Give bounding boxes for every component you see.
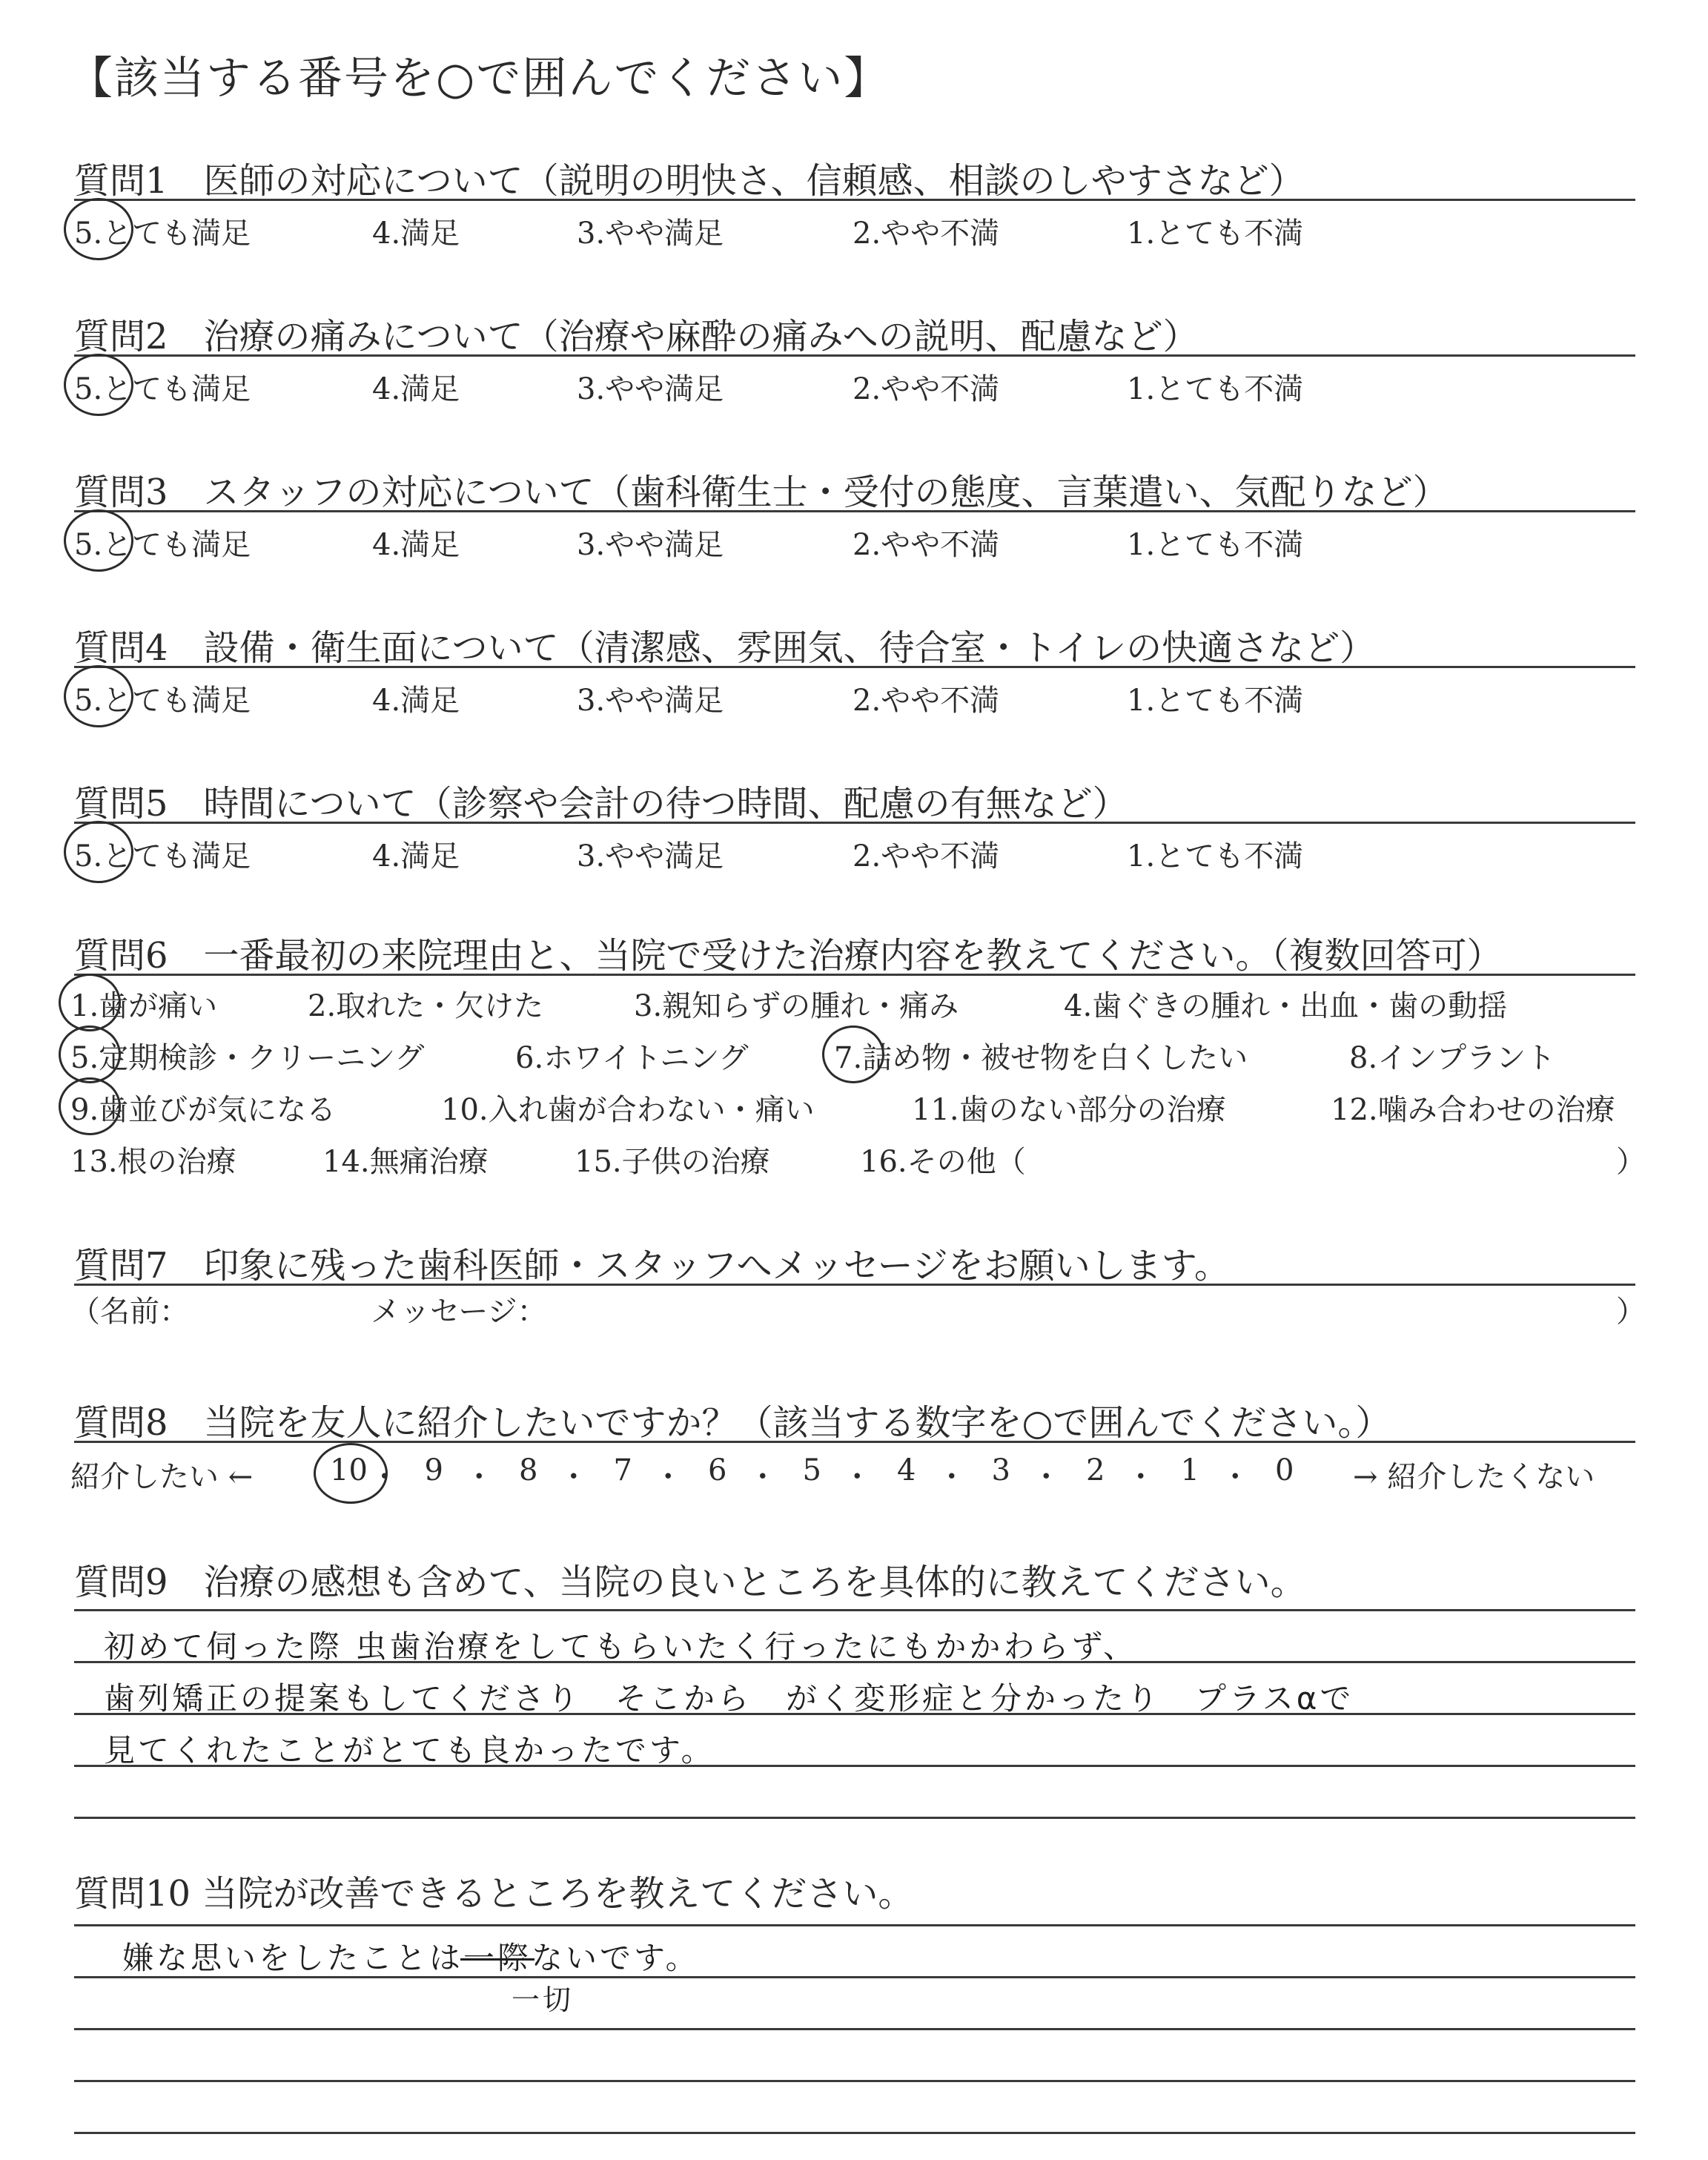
- q6-selection-circle-9: [59, 1077, 121, 1135]
- q9-answer-line-3: 見てくれたことがとても良かったです。: [104, 1732, 715, 1768]
- q8-scale-2[interactable]: 2: [1086, 1453, 1105, 1487]
- q6-row-2: [70, 1034, 1635, 1079]
- q8-scale-4[interactable]: 4: [897, 1453, 916, 1487]
- q3-option-1[interactable]: 1.とても不満: [1127, 528, 1304, 562]
- q2-option-1[interactable]: 1.とても不満: [1127, 372, 1304, 406]
- q1-title: 質問1 医師の対応について（説明の明快さ、信頼感、相談のしやすさなど）: [74, 160, 1305, 202]
- q4-option-4[interactable]: 4.満足: [372, 684, 460, 718]
- q10-struck-word: 一際: [463, 1940, 532, 1976]
- q3-option-4[interactable]: 4.満足: [372, 528, 460, 562]
- q4-option-5[interactable]: 5.とても満足: [74, 684, 251, 718]
- q3-title: 質問3 スタッフの対応について（歯科衛生士・受付の態度、言葉遣い、気配りなど）: [74, 472, 1449, 513]
- q6-title: 質問6 一番最初の来院理由と、当院で受けた治療内容を教えてください。（複数回答可）: [74, 935, 1503, 977]
- q1-option-4[interactable]: 4.満足: [372, 217, 460, 251]
- q6-option-13[interactable]: 13.根の治療: [70, 1145, 236, 1179]
- q6-option-14[interactable]: 14.無痛治療: [322, 1145, 489, 1179]
- q2-option-3[interactable]: 3.やや満足: [577, 372, 724, 406]
- q8-scale-row: [70, 1453, 1635, 1498]
- q8-left-label: 紹介したい ←: [70, 1460, 254, 1494]
- q10-answer-before: 嫌な思いをしたことは: [122, 1940, 464, 1976]
- q2-option-2[interactable]: 2.やや不満: [853, 372, 1000, 406]
- q8-scale-8[interactable]: 8: [519, 1453, 538, 1487]
- q8-separator: ・: [464, 1460, 494, 1494]
- q7-rule: [74, 1284, 1635, 1286]
- q6-selection-circle-7: [822, 1025, 884, 1083]
- q5-option-5[interactable]: 5.とても満足: [74, 839, 251, 873]
- q4-option-3[interactable]: 3.やや満足: [577, 684, 724, 718]
- q2-selection-circle: [64, 354, 133, 416]
- q8-scale-0[interactable]: 0: [1275, 1453, 1294, 1487]
- q3-option-3[interactable]: 3.やや満足: [577, 528, 724, 562]
- q8-separator: ・: [1220, 1460, 1251, 1494]
- q6-option-3[interactable]: 3.親知らずの腫れ・痛み: [634, 989, 959, 1023]
- q7-message-row: [70, 1288, 1646, 1332]
- q6-option-7[interactable]: 7.詰め物・被せ物を白くしたい: [834, 1041, 1248, 1075]
- q6-option-4[interactable]: 4.歯ぐきの腫れ・出血・歯の動揺: [1064, 989, 1508, 1023]
- q6-option-12[interactable]: 12.噛み合わせの治療: [1331, 1093, 1615, 1127]
- q6-option-9[interactable]: 9.歯並びが気になる: [70, 1093, 337, 1127]
- q6-row-1: [70, 982, 1635, 1027]
- q5-title: 質問5 時間について（診察や会計の待つ時間、配慮の有無など）: [74, 783, 1128, 825]
- q4-option-2[interactable]: 2.やや不満: [853, 684, 1000, 718]
- q7-name-label: （名前：: [70, 1295, 189, 1329]
- q3-rule: [74, 510, 1635, 512]
- q6-option-10[interactable]: 10.入れ歯が合わない・痛い: [441, 1093, 815, 1127]
- q9-answer-line-1: 初めて伺った際 虫歯治療をしてもらいたく行ったにもかかわらず、: [104, 1628, 1137, 1665]
- q7-message-label: メッセージ：: [371, 1295, 547, 1329]
- q6-other-close: ）: [1616, 1145, 1646, 1179]
- q8-scale-5[interactable]: 5: [802, 1453, 821, 1487]
- q1-options: [74, 210, 1631, 254]
- q6-option-2[interactable]: 2.取れた・欠けた: [308, 989, 544, 1023]
- q6-option-15[interactable]: 15.子供の治療: [575, 1145, 770, 1179]
- q6-row-4: [70, 1138, 1635, 1183]
- q2-option-5[interactable]: 5.とても満足: [74, 372, 251, 406]
- q7-close: ）: [1616, 1295, 1646, 1329]
- q8-scale-9[interactable]: 9: [424, 1453, 443, 1487]
- q8-separator: ・: [1031, 1460, 1062, 1494]
- q10-answer-after: ないです。: [532, 1940, 700, 1976]
- q9-answer-line-2: 歯列矯正の提案もしてくださり そこから がく変形症と分かったり プラスαで: [104, 1680, 1354, 1717]
- q6-option-1[interactable]: 1.歯が痛い: [70, 989, 218, 1023]
- q8-scale-7[interactable]: 7: [613, 1453, 632, 1487]
- q10-rule-5: [74, 2132, 1635, 2134]
- q8-separator: ・: [936, 1460, 967, 1494]
- q6-option-6[interactable]: 6.ホワイトニング: [515, 1041, 749, 1075]
- q1-option-2[interactable]: 2.やや不満: [853, 217, 1000, 251]
- q6-selection-circle-1: [59, 974, 121, 1031]
- q5-selection-circle: [64, 821, 133, 883]
- q7-title: 質問7 印象に残った歯科医師・スタッフへメッセージをお願いします。: [74, 1245, 1230, 1287]
- q3-options: [74, 521, 1631, 566]
- q1-selection-circle: [64, 198, 133, 260]
- q2-title: 質問2 治療の痛みについて（治療や麻酔の痛みへの説明、配慮など）: [74, 316, 1199, 357]
- q5-option-1[interactable]: 1.とても不満: [1127, 839, 1304, 873]
- q8-separator: ・: [1125, 1460, 1156, 1494]
- q4-rule: [74, 666, 1635, 668]
- q5-rule: [74, 822, 1635, 824]
- q1-option-5[interactable]: 5.とても満足: [74, 217, 251, 251]
- q3-option-2[interactable]: 2.やや不満: [853, 528, 1000, 562]
- q6-rule: [74, 974, 1635, 976]
- q1-option-1[interactable]: 1.とても不満: [1127, 217, 1304, 251]
- q4-option-1[interactable]: 1.とても不満: [1127, 684, 1304, 718]
- q9-title: 質問9 治療の感想も含めて、当院の良いところを具体的に教えてください。: [74, 1562, 1306, 1603]
- q8-separator: ・: [747, 1460, 778, 1494]
- q2-option-4[interactable]: 4.満足: [372, 372, 460, 406]
- q4-selection-circle: [64, 665, 133, 727]
- q6-option-11[interactable]: 11.歯のない部分の治療: [912, 1093, 1226, 1127]
- q8-scale-10[interactable]: 10: [330, 1453, 368, 1487]
- q5-option-4[interactable]: 4.満足: [372, 839, 460, 873]
- q8-scale-1[interactable]: 1: [1180, 1453, 1199, 1487]
- q3-option-5[interactable]: 5.とても満足: [74, 528, 251, 562]
- q6-row-3: [70, 1086, 1635, 1131]
- q4-title: 質問4 設備・衛生面について（清潔感、雰囲気、待合室・トイレの快適さなど）: [74, 627, 1376, 669]
- q4-options: [74, 677, 1631, 721]
- q6-option-8[interactable]: 8.インプラント: [1349, 1041, 1556, 1075]
- q8-separator: ・: [558, 1460, 589, 1494]
- q10-rule-3: [74, 2028, 1635, 2030]
- q2-options: [74, 366, 1631, 410]
- q5-option-3[interactable]: 3.やや満足: [577, 839, 724, 873]
- q8-separator: ・: [369, 1460, 400, 1494]
- q10-answer-line: [122, 1934, 700, 1978]
- q2-rule: [74, 354, 1635, 357]
- q6-option-16[interactable]: 16.その他（: [860, 1145, 1026, 1179]
- q10-insert-word: 一切: [512, 1984, 575, 2016]
- q8-scale-3[interactable]: 3: [991, 1453, 1010, 1487]
- q8-scale-6[interactable]: 6: [708, 1453, 727, 1487]
- q6-option-5[interactable]: 5.定期検診・クリーニング: [70, 1041, 425, 1075]
- q9-rule-1: [74, 1609, 1635, 1611]
- q1-option-3[interactable]: 3.やや満足: [577, 217, 724, 251]
- q9-rule-5: [74, 1817, 1635, 1819]
- q3-selection-circle: [64, 509, 133, 572]
- q5-options: [74, 833, 1631, 877]
- q6-selection-circle-5: [59, 1025, 121, 1083]
- q8-right-label: → 紹介したくない: [1353, 1460, 1595, 1494]
- q10-title: 質問10 当院が改善できるところを教えてください。: [74, 1873, 914, 1915]
- q8-separator: ・: [842, 1460, 873, 1494]
- q5-option-2[interactable]: 2.やや不満: [853, 839, 1000, 873]
- q8-rule: [74, 1441, 1635, 1443]
- q1-rule: [74, 199, 1635, 201]
- q8-title: 質問8 当院を友人に紹介したいですか？（該当する数字を○で囲んでください。）: [74, 1402, 1391, 1444]
- q10-rule-1: [74, 1924, 1635, 1926]
- page-title: 【該当する番号を○で囲んでください】: [68, 53, 890, 105]
- q10-rule-4: [74, 2080, 1635, 2082]
- q8-separator: ・: [653, 1460, 683, 1494]
